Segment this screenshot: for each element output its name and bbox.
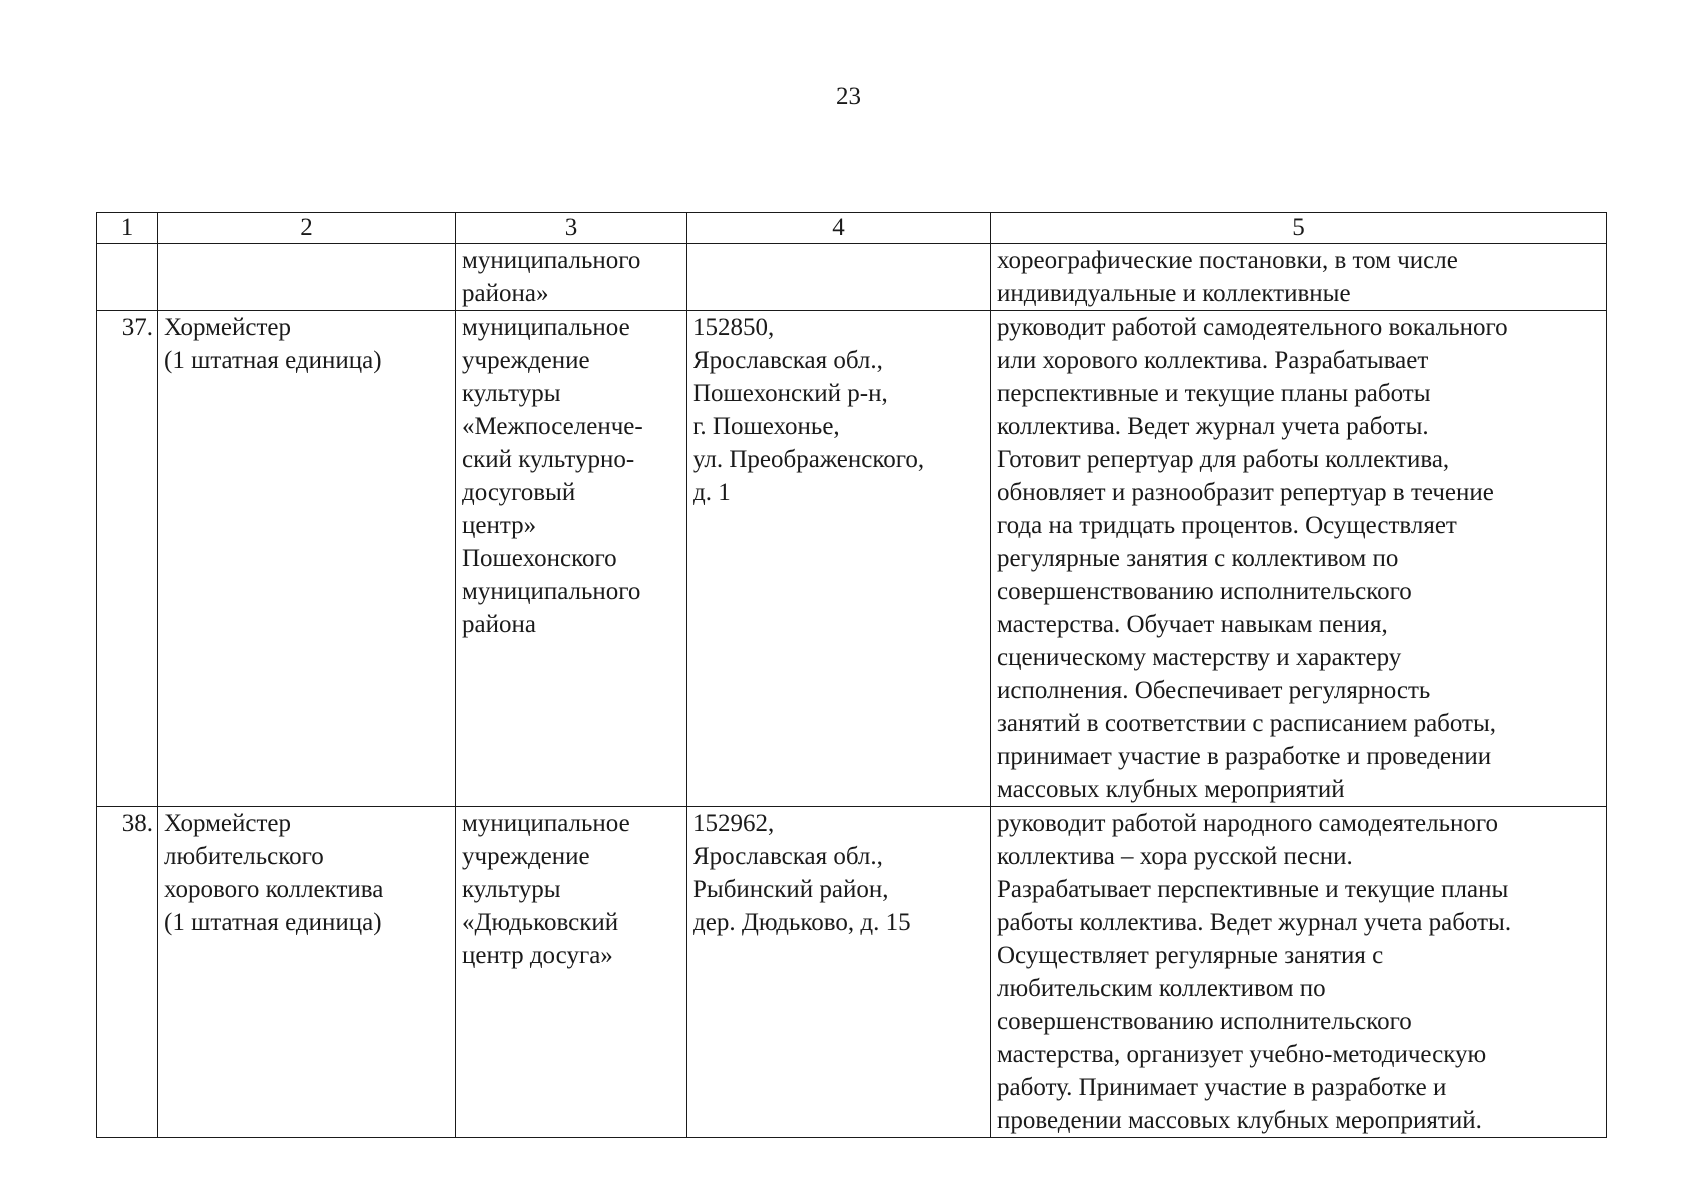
column-header: 1 [97,213,158,244]
table-row [97,244,1607,311]
position-cell: Хормейстер (1 штатная единица) [158,311,456,807]
duties-cell: руководит работой народного самодеятельного коллектива – хора русской песни. Разрабатывает перспективные и текущие планы работы коллектива. Ведет журнал учета работы. Осуществляет регулярные занятия с любительским коллективом по совершенствованию исполнительского мастерства, организует учебно-методическую работу. Принимает участие в разработке и проведении массовых клубных мероприятий. [991,807,1607,1138]
position-cell: Хормейстер любительского хорового коллектива (1 штатная единица) [158,807,456,1138]
table-row [97,311,1607,807]
table-header-row [97,213,1607,244]
duties-cell: хореографические постановки, в том числе индивидуальные и коллективные [991,244,1607,311]
table-row [97,807,1607,1138]
address-cell: 152962, Ярославская обл., Рыбинский район, дер. Дюдьково, д. 15 [687,807,991,1138]
duties-cell: руководит работой самодеятельного вокального или хорового коллектива. Разрабатывает перспективные и текущие планы работы коллектива. Ведет журнал учета работы. Готовит репертуар для работы коллектива, обновляет и разнообразит репертуар в течение года на тридцать процентов. Осуществляет регулярные занятия с коллективом по совершенствованию исполнительского мастерства. Обучает навыкам пения, сценическому мастерству и характеру исполнения. Обеспечивает регулярность занятий в соответствии с расписанием работы, принимает участие в разработке и проведении массовых клубных мероприятий [991,311,1607,807]
institution-cell: муниципального района» [456,244,687,311]
address-cell: 152850, Ярославская обл., Пошехонский р-н, г. Пошехонье, ул. Преображенского, д. 1 [687,311,991,807]
address-cell [687,244,991,311]
column-header: 2 [158,213,456,244]
row-number [97,244,158,311]
position-cell [158,244,456,311]
row-number: 38. [97,807,158,1138]
institution-cell: муниципальное учреждение культуры «Межпоселенче- ский культурно- досуговый центр» Пошехонского муниципального района [456,311,687,807]
column-header: 3 [456,213,687,244]
column-header: 4 [687,213,991,244]
row-number: 37. [97,311,158,807]
positions-table [96,212,1607,1138]
column-header: 5 [991,213,1607,244]
institution-cell: муниципальное учреждение культуры «Дюдьковский центр досуга» [456,807,687,1138]
page-number: 23 [836,83,861,110]
